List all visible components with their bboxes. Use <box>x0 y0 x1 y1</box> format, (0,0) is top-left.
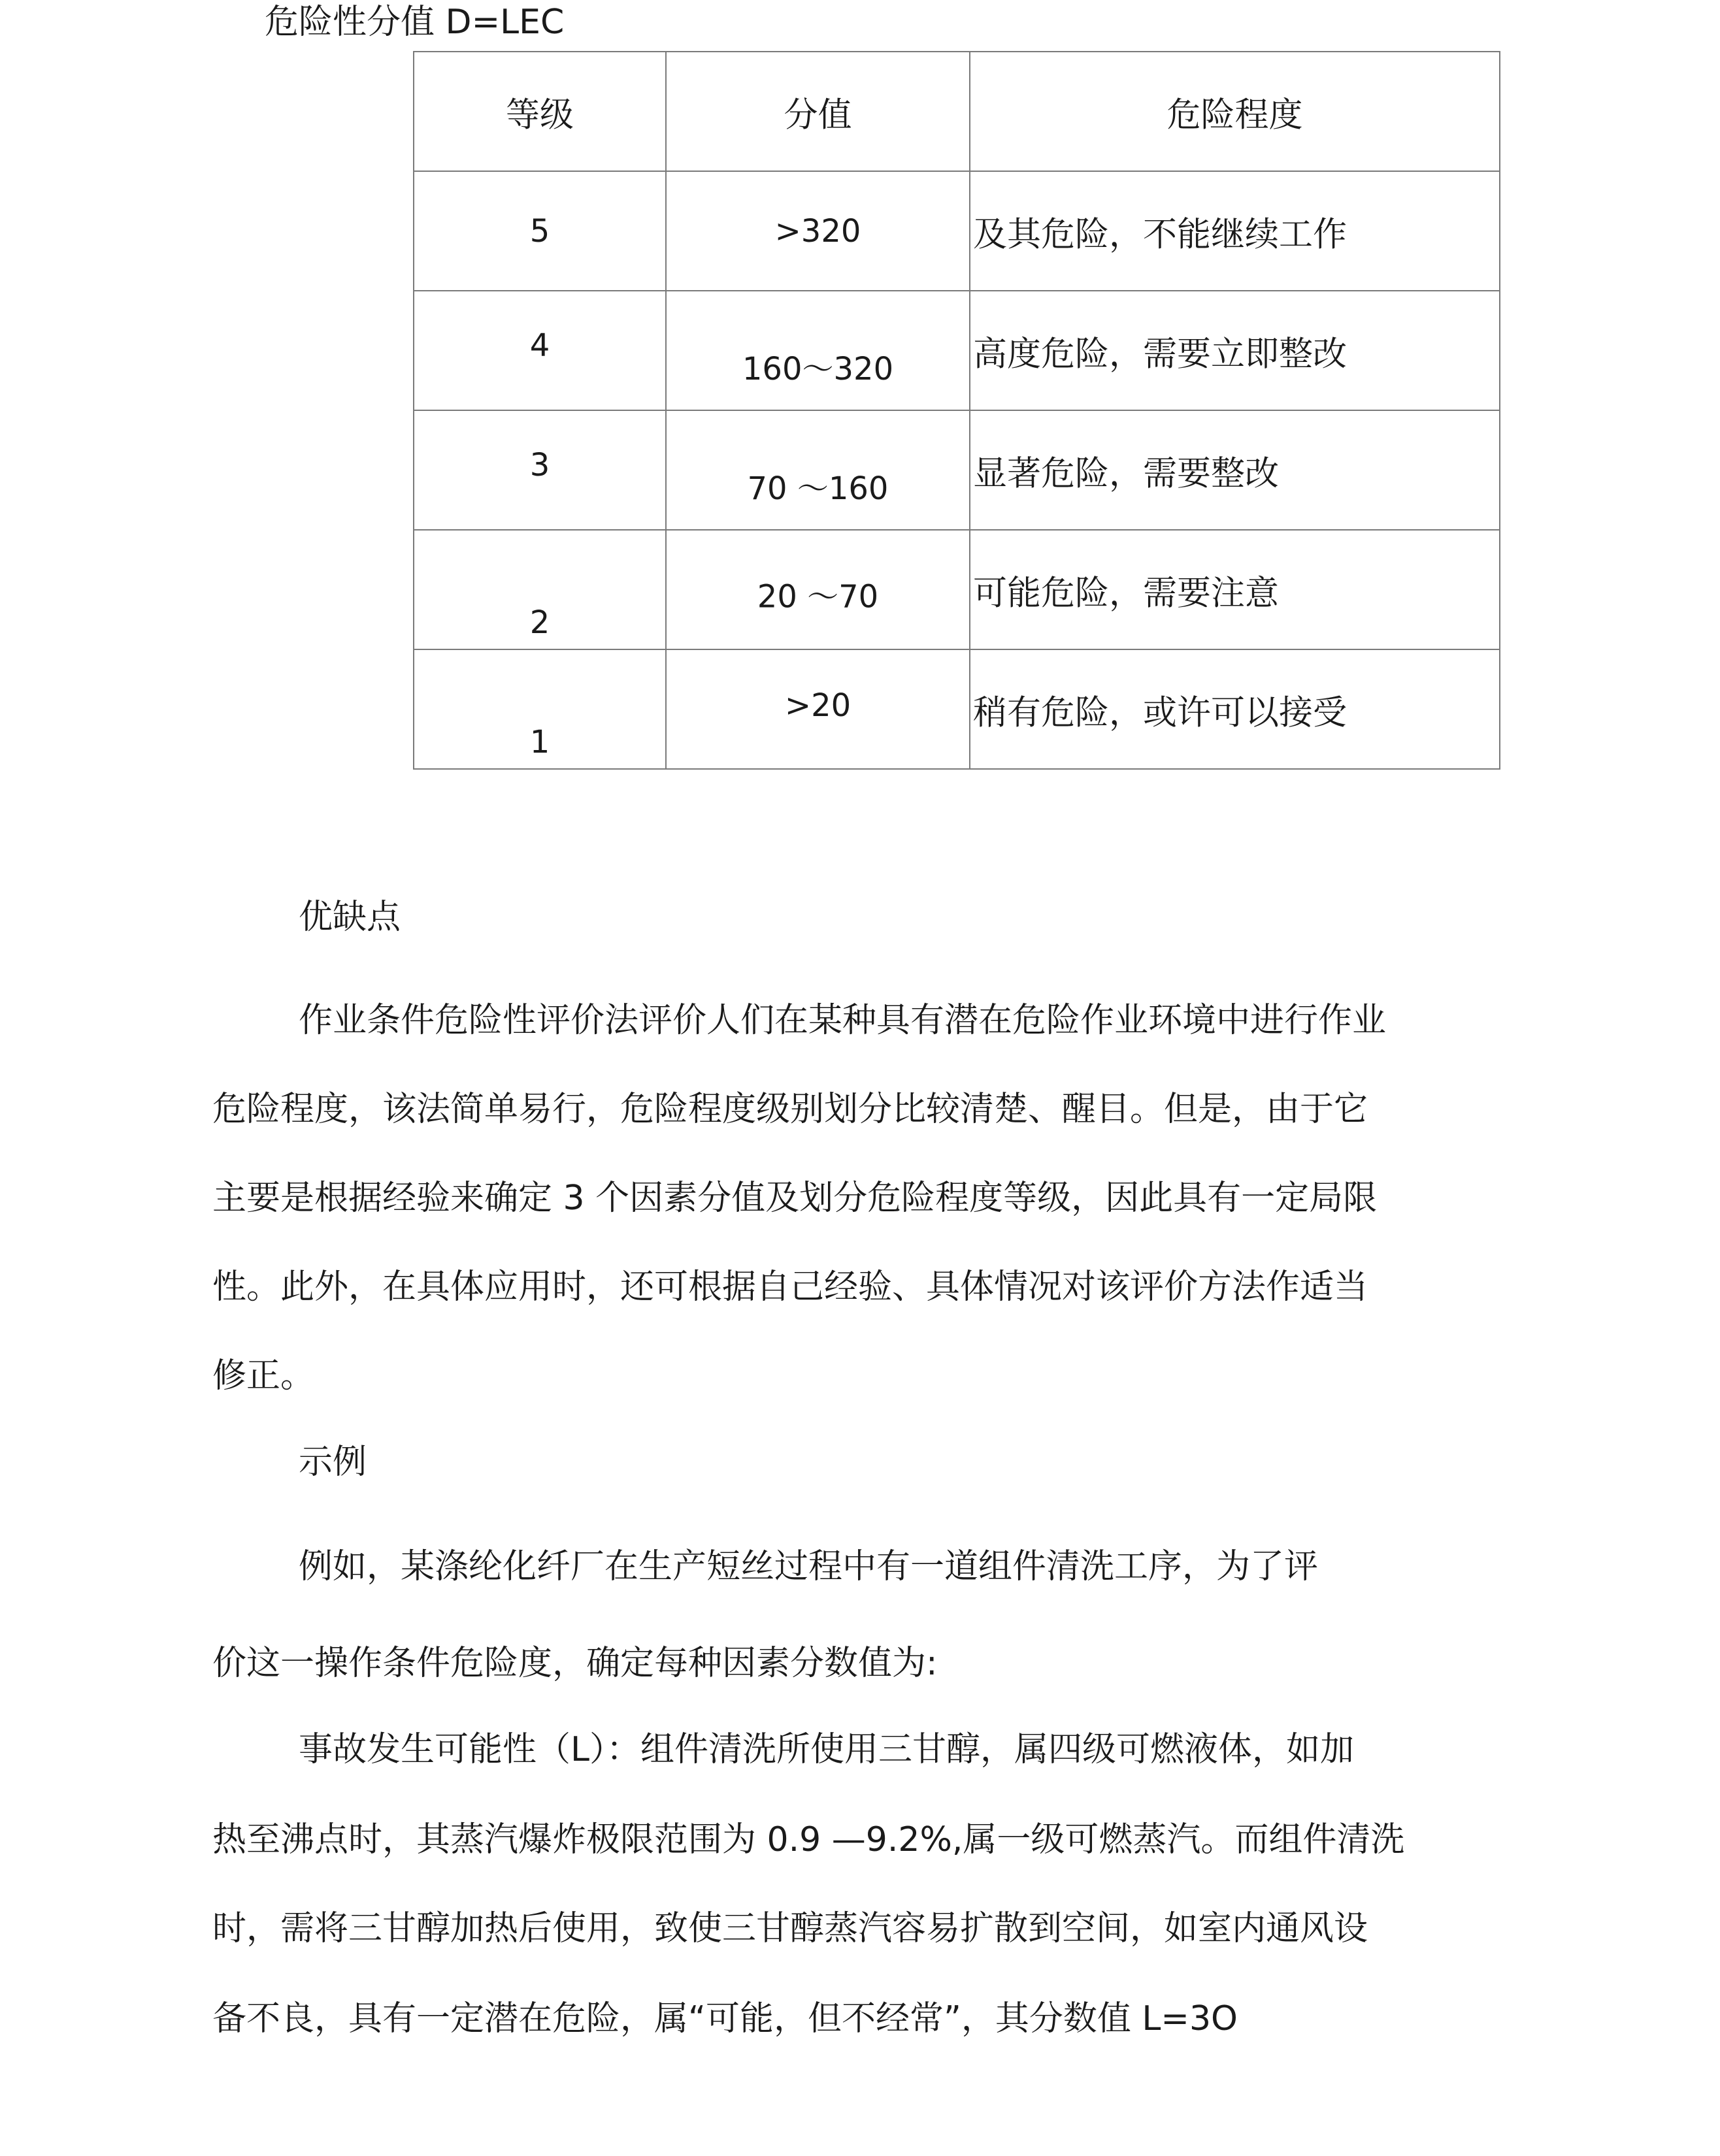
grade-cell <box>414 410 666 530</box>
score-cell <box>666 410 970 530</box>
grade-cell <box>414 171 666 291</box>
level-value: 稍有危险，或许可以接受 <box>973 693 1348 732</box>
header-cell <box>666 52 970 171</box>
score-value: 160〜320 <box>742 351 894 387</box>
grade-cell <box>414 291 666 410</box>
level-cell <box>970 171 1500 291</box>
paragraph-line: 修正。 <box>212 1356 315 1396</box>
paragraph-line: 主要是根据经验来确定 3 个因素分值及划分危险程度等级，因此具有一定局限 <box>212 1179 1378 1218</box>
table-header-row <box>414 52 1500 171</box>
level-value: 显著危险，需要整改 <box>973 454 1280 493</box>
level-cell <box>970 291 1500 410</box>
header-cell <box>414 52 666 171</box>
paragraph-line: 例如，某涤纶化纤厂在生产短丝过程中有一道组件清洗工序，为了评 <box>299 1547 1319 1586</box>
danger-grade-table <box>413 51 1500 770</box>
paragraph-line: 作业条件危险性评价法评价人们在某种具有潜在危险作业环境中进行作业 <box>299 1001 1387 1040</box>
level-cell <box>970 530 1500 649</box>
grade-cell <box>414 530 666 649</box>
score-value: 20 〜70 <box>757 578 879 615</box>
score-cell <box>666 530 970 649</box>
grade-value: 2 <box>529 604 550 641</box>
table-row <box>414 649 1500 769</box>
grade-value: 3 <box>529 446 550 483</box>
score-cell <box>666 291 970 410</box>
section-title-example: 示例 <box>299 1443 367 1482</box>
grade-value: 4 <box>529 327 550 364</box>
table-row <box>414 291 1500 410</box>
grade-cell <box>414 649 666 769</box>
page-heading: 危险性分值 D=LEC <box>265 3 565 42</box>
section-title-pros-cons: 优缺点 <box>299 898 401 937</box>
score-value: >320 <box>774 212 861 250</box>
level-value: 可能危险，需要注意 <box>973 574 1280 613</box>
paragraph-line: 危险程度，该法简单易行，危险程度级别划分比较清楚、醒目。但是，由于它 <box>212 1090 1368 1129</box>
table-row <box>414 171 1500 291</box>
paragraph-line: 事故发生可能性（L）：组件清洗所使用三甘醇，属四级可燃液体，如加 <box>299 1730 1354 1769</box>
header-grade: 等级 <box>505 95 574 135</box>
table-row <box>414 410 1500 530</box>
paragraph-line: 性。此外，在具体应用时，还可根据自己经验、具体情况对该评价方法作适当 <box>212 1267 1368 1307</box>
score-cell <box>666 649 970 769</box>
paragraph-line: 时，需将三甘醇加热后使用，致使三甘醇蒸汽容易扩散到空间，如室内通风设 <box>212 1909 1368 1948</box>
header-level: 危险程度 <box>1166 95 1303 135</box>
paragraph-line: 价这一操作条件危险度，确定每种因素分数值为: <box>212 1644 938 1683</box>
header-cell <box>970 52 1500 171</box>
level-value: 高度危险，需要立即整改 <box>973 335 1348 374</box>
score-value: >20 <box>784 687 852 724</box>
grade-value: 1 <box>529 724 550 760</box>
grade-value: 5 <box>529 212 550 250</box>
paragraph-line: 备不良，具有一定潜在危险，属“可能，但不经常”，其分数值 L=3O <box>212 1999 1238 2038</box>
table-row <box>414 530 1500 649</box>
header-score: 分值 <box>784 95 852 135</box>
paragraph-line: 热至沸点时，其蒸汽爆炸极限范围为 0.9 —9.2%,属一级可燃蒸汽。而组件清洗 <box>212 1820 1405 1859</box>
score-cell <box>666 171 970 291</box>
score-value: 70 〜160 <box>747 470 889 507</box>
level-value: 及其危险，不能继续工作 <box>973 215 1348 254</box>
level-cell <box>970 410 1500 530</box>
level-cell <box>970 649 1500 769</box>
